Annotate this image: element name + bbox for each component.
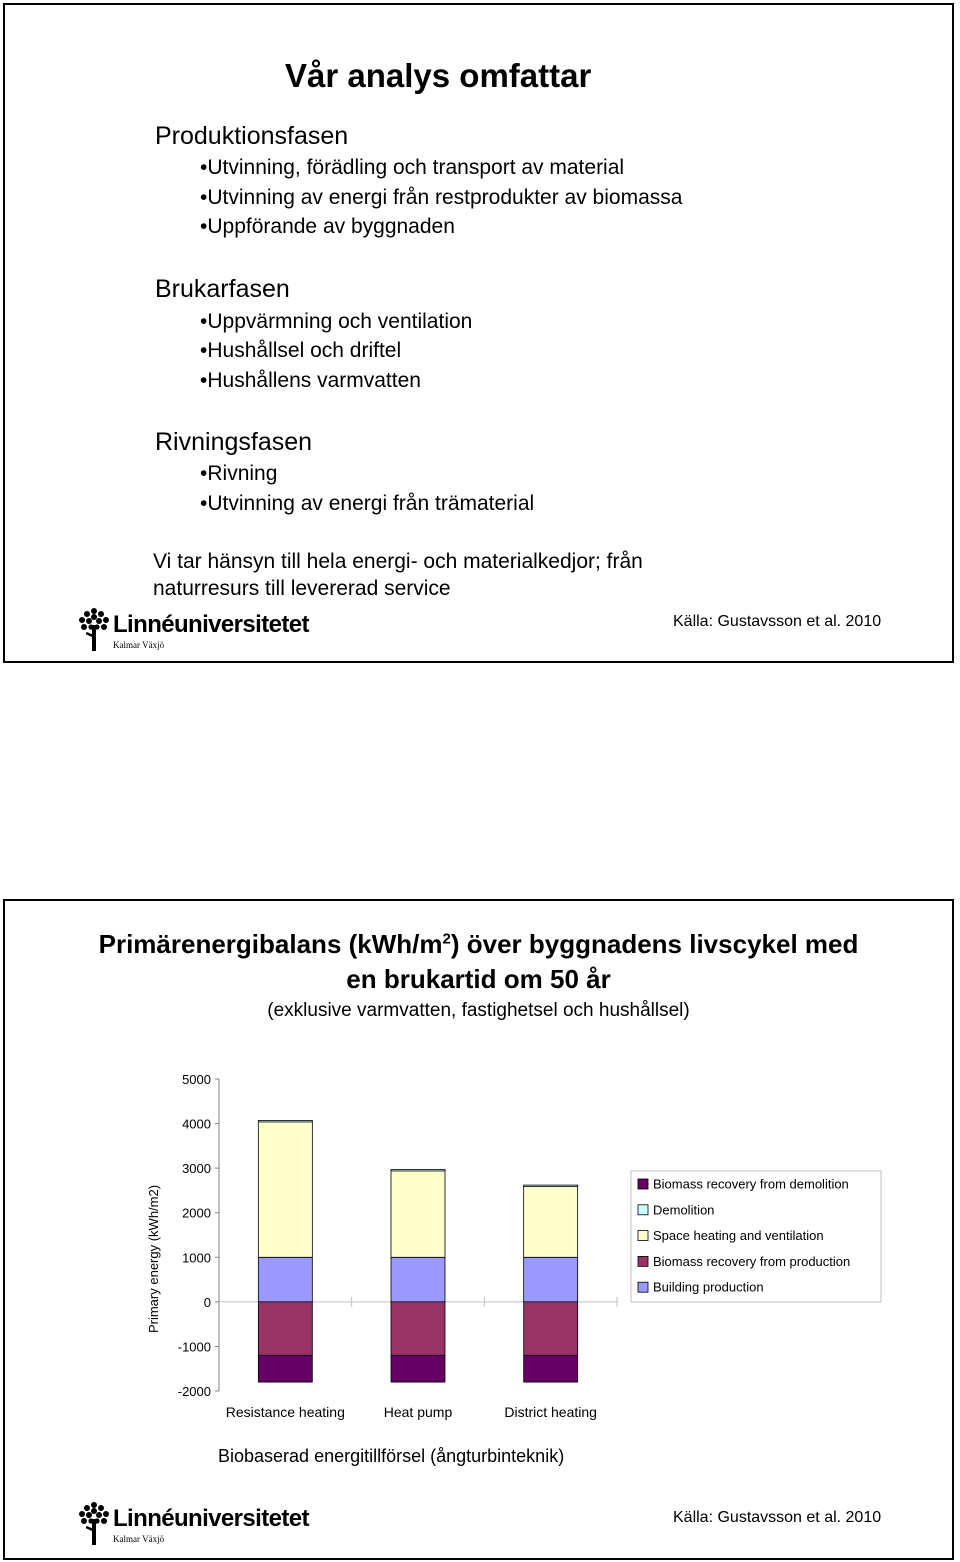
section-heading-demolition: Rivningsfasen xyxy=(155,428,313,456)
bullet-item: • Hushållsel och driftel xyxy=(200,339,401,363)
chart-title-line-2: en brukartid om 50 år xyxy=(346,964,611,994)
slide-analysis-scope xyxy=(3,3,954,663)
energy-supply-label: Biobaserad energitillförsel (ångturbinteknik) xyxy=(218,1446,565,1466)
bar-segment-biomass-recovery-from-production xyxy=(391,1302,445,1355)
slide-energy-balance xyxy=(3,899,954,1560)
bar-segment-biomass-recovery-from-demolition xyxy=(391,1355,445,1382)
legend-swatch xyxy=(638,1179,648,1189)
bar-segment-building-production xyxy=(524,1257,578,1302)
y-axis-title: Primary energy (kWh/m2) xyxy=(146,1184,161,1334)
university-name: Linnéuniversitetet xyxy=(113,1505,309,1532)
bar-segment-biomass-recovery-from-demolition xyxy=(524,1355,578,1382)
y-tick-label: 1000 xyxy=(182,1250,211,1266)
x-category-label: Resistance heating xyxy=(225,1404,345,1420)
legend-swatch xyxy=(638,1282,648,1292)
bar-segment-biomass-recovery-from-demolition xyxy=(258,1355,312,1382)
y-tick-label: 5000 xyxy=(182,1072,211,1087)
bullet-item: • Uppvärmning och ventilation xyxy=(200,310,472,334)
legend-label: Demolition xyxy=(653,1202,715,1218)
y-tick-label: 2000 xyxy=(182,1205,211,1221)
legend-label: Biomass recovery from production xyxy=(653,1253,851,1269)
university-campuses: Kalmar Växjö xyxy=(113,1534,165,1544)
statement-line-1: Vi tar hänsyn till hela energi- och materialkedjor; från xyxy=(153,550,643,573)
bar-segment-demolition xyxy=(391,1169,445,1171)
chart-subtitle: (exklusive varmvatten, fastighetsel och hushållsel) xyxy=(267,1000,690,1021)
bar-segment-building-production xyxy=(258,1257,312,1302)
section-heading-production: Produktionsfasen xyxy=(155,122,349,150)
university-logo xyxy=(77,1501,317,1547)
bullet-item: • Rivning xyxy=(200,462,277,486)
y-tick-label: 3000 xyxy=(182,1161,211,1177)
bar-segment-demolition xyxy=(524,1185,578,1187)
legend-swatch xyxy=(638,1205,648,1215)
x-category-label: District heating xyxy=(504,1404,597,1420)
bar-segment-building-production xyxy=(391,1257,445,1302)
y-tick-label: -2000 xyxy=(177,1384,211,1399)
bullet-item: • Utvinning av energi från restprodukter av biomassa xyxy=(200,186,682,210)
bar-segment-space-heating-and-ventilation xyxy=(258,1121,312,1257)
legend-label: Space heating and ventilation xyxy=(653,1228,824,1244)
section-heading-use-phase: Brukarfasen xyxy=(155,275,290,303)
legend-label: Biomass recovery from demolition xyxy=(653,1176,849,1192)
legend-swatch xyxy=(638,1231,648,1241)
y-tick-label: 4000 xyxy=(182,1116,211,1132)
y-tick-label: -1000 xyxy=(177,1339,211,1355)
bullet-item: • Hushållens varmvatten xyxy=(200,369,421,393)
bullet-item: • Utvinning, förädling och transport av material xyxy=(200,156,624,180)
bullet-item: • Utvinning av energi från trämaterial xyxy=(200,492,534,516)
tree-logo-icon xyxy=(77,607,111,651)
bar-segment-demolition xyxy=(258,1120,312,1122)
legend-swatch xyxy=(638,1256,648,1266)
x-category-label: Heat pump xyxy=(383,1404,453,1420)
bar-segment-space-heating-and-ventilation xyxy=(391,1170,445,1257)
source-citation: Källa: Gustavsson et al. 2010 xyxy=(673,1509,882,1526)
bar-segment-biomass-recovery-from-production xyxy=(258,1302,312,1355)
y-tick-label: 0 xyxy=(203,1294,211,1310)
statement-line-2: naturresurs till levererad service xyxy=(153,577,451,600)
bar-segment-biomass-recovery-from-production xyxy=(524,1302,578,1355)
source-citation: Källa: Gustavsson et al. 2010 xyxy=(673,613,882,630)
university-campuses: Kalmar Växjö xyxy=(113,640,165,650)
university-name: Linnéuniversitetet xyxy=(113,611,309,638)
bar-segment-space-heating-and-ventilation xyxy=(524,1186,578,1257)
slide-title: Vår analys omfattar xyxy=(285,57,592,94)
legend-label: Building production xyxy=(653,1279,764,1295)
chart-title-line-1: Primärenergibalans $(kWh/m^2)$ över byggnadens livscykel med xyxy=(98,929,859,959)
bullet-item: • Uppförande av byggnaden xyxy=(200,215,455,239)
university-logo xyxy=(77,607,317,653)
tree-logo-icon xyxy=(77,1501,111,1545)
